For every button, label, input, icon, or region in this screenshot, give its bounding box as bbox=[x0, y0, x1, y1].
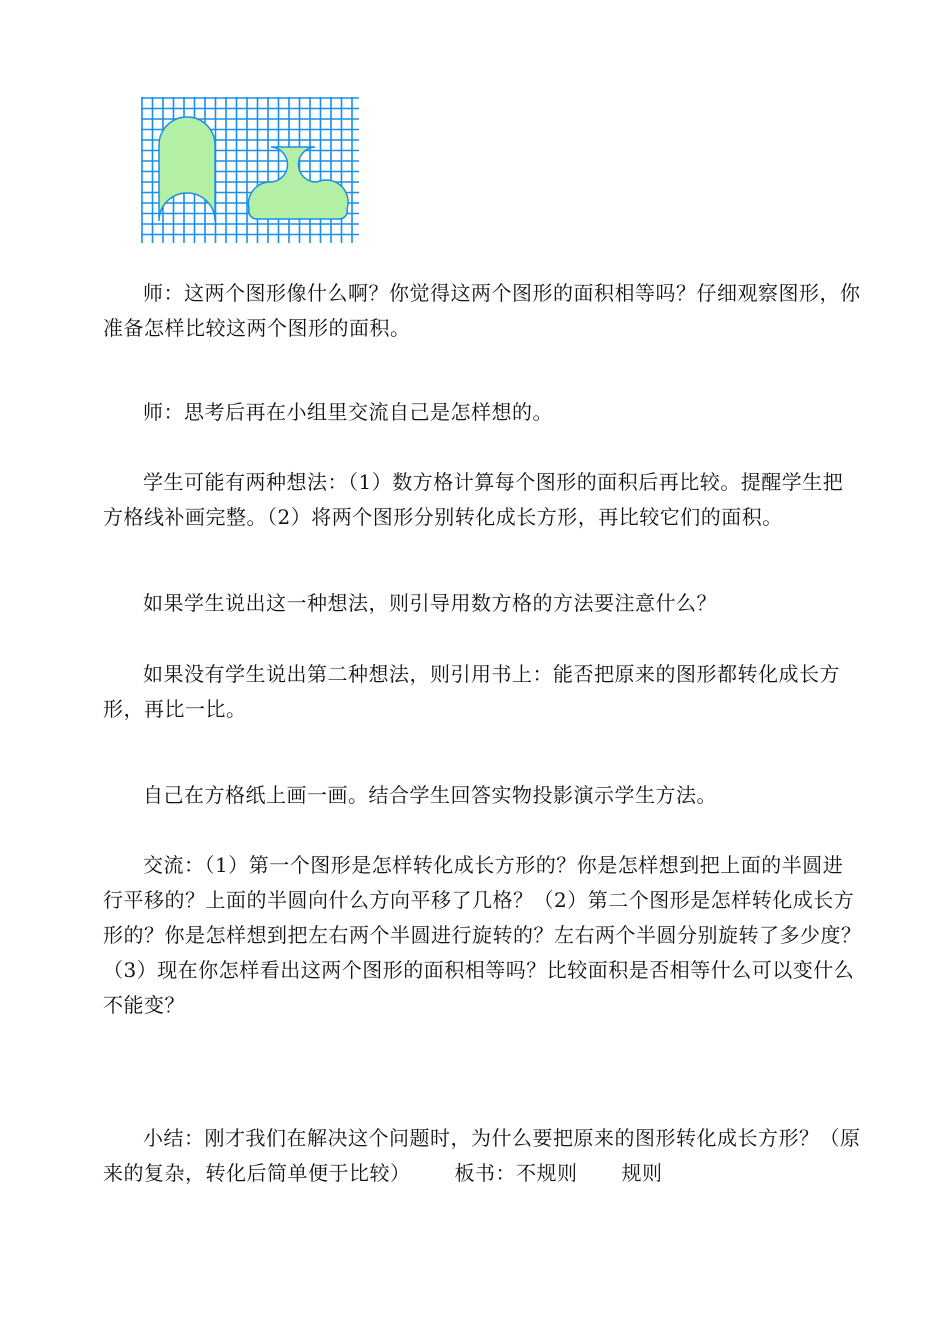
paragraph-second-idea-guide: 如果没有学生说出第二种想法，则引用书上：能否把原来的图形都转化成长方形，再比一比。 bbox=[103, 662, 840, 721]
paragraph-teacher-discuss: 师：思考后再在小组里交流自己是怎样想的。 bbox=[143, 400, 553, 424]
paragraph-draw-activity: 自己在方格纸上画一画。结合学生回答实物投影演示学生方法。 bbox=[143, 783, 717, 807]
board-note-irregular: 板书：不规则 bbox=[454, 1161, 578, 1185]
board-note-regular: 规则 bbox=[621, 1161, 663, 1185]
vase-shape bbox=[248, 147, 348, 219]
paragraph-student-ideas: 学生可能有两种想法：（1）数方格计算每个图形的面积后再比较。提醒学生把方格线补画完整。（2）将两个图形分别转化成长方形，再比较它们的面积。 bbox=[103, 470, 844, 529]
arch-shape bbox=[159, 117, 215, 221]
paragraph-summary bbox=[103, 1121, 863, 1191]
paragraph-first-idea-guide: 如果学生说出这一种想法，则引导用数方格的方法要注意什么？ bbox=[143, 591, 717, 615]
paragraph-teacher-question: 师：这两个图形像什么啊？你觉得这两个图形的面积相等吗？仔细观察图形，你准备怎样比较这两个图形的面积。 bbox=[103, 281, 861, 340]
grid-diagram bbox=[141, 97, 359, 243]
summary-text: 小结：刚才我们在解决这个问题时，为什么要把原来的图形转化成长方形？（原来的复杂，转化后简单便于比较） bbox=[103, 1126, 861, 1185]
paragraph-exchange: 交流：（1）第一个图形是怎样转化成长方形的？你是怎样想到把上面的半圆进行平移的？上面的半圆向什么方向平移了几格？（2）第二个图形是怎样转化成长方形的？你是怎样想到把左右两个半圆进行旋转的？左右两个半圆分别旋转了多少度？（3）现在你怎样看出这两个图形的面积相等吗？比较面积是否相等什么可以变什么不能变？ bbox=[103, 853, 862, 1017]
grid-figure bbox=[141, 97, 359, 243]
